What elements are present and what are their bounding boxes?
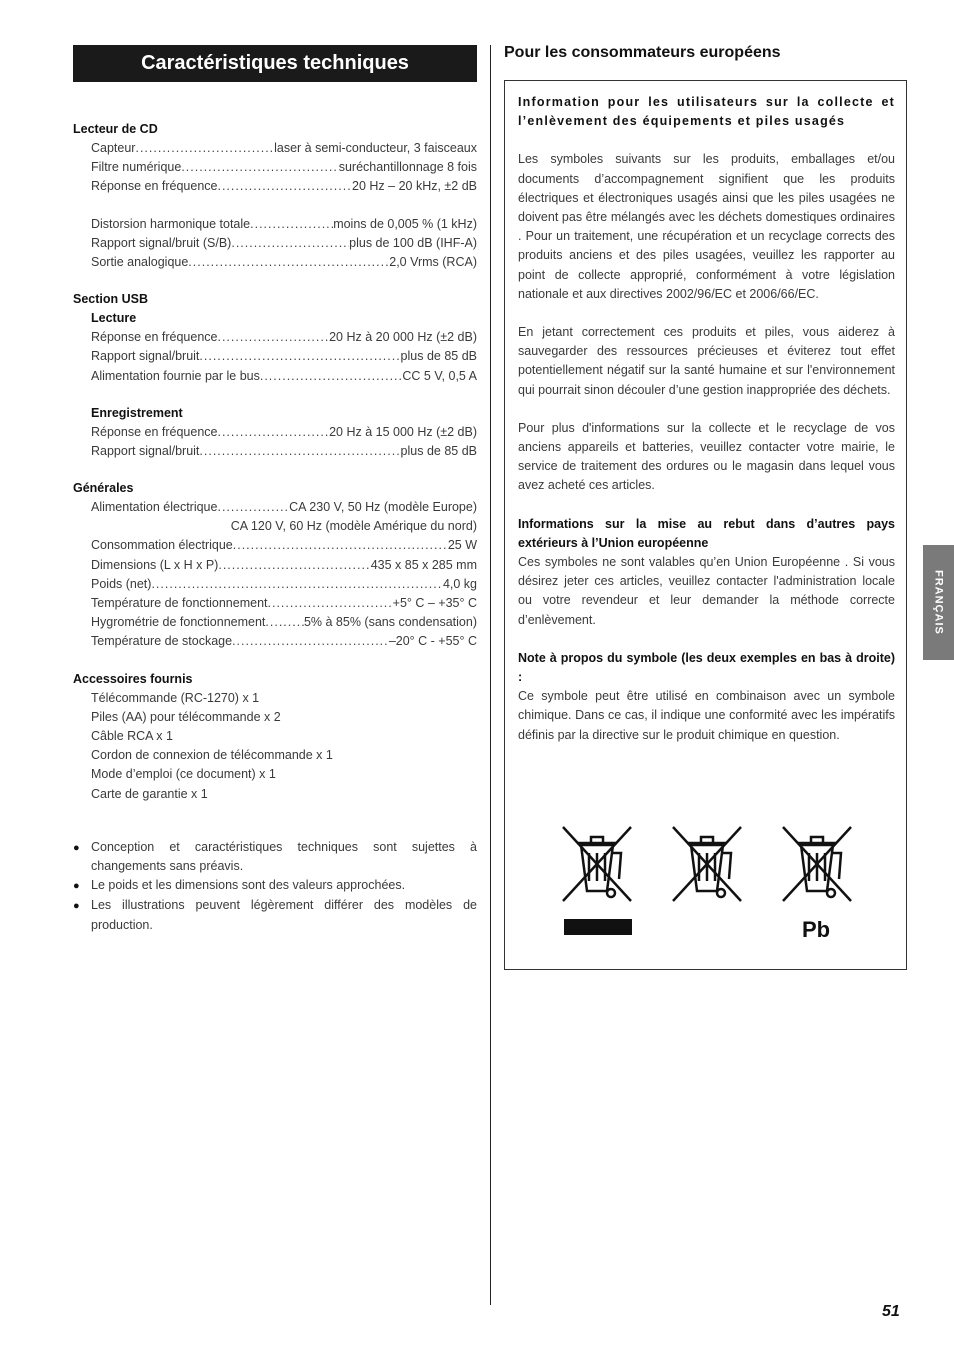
eu-symbol-note-title: Note à propos du symbole (les deux exemples en bas à droite) : [518, 650, 895, 685]
accessory-item: Cordon de connexion de télécommande x 1 [91, 748, 333, 763]
notes-list [73, 838, 477, 935]
accessory-item: Télécommande (RC-1270) x 1 [91, 690, 260, 705]
crossed-bin-icon [669, 823, 745, 907]
bullet-icon: ● [73, 841, 80, 854]
spec-row: Alimentation fournie par le bus ..... CC 5 V, 0,5 A [91, 367, 477, 386]
spec-row: Filtre numérique ..... suréchantillonnage 8 fois [91, 158, 477, 177]
spec-row: Réponse en fréquence ..... 20 Hz – 20 kHz, ±2 dB [91, 177, 477, 196]
spec-row: Réponse en fréquence ..... 20 Hz à 20 000 Hz (±2 dB) [91, 328, 477, 347]
eu-info-title: Information pour les utilisateurs sur la collecte et l’enlèvement des équipements et piles usagés [518, 95, 895, 129]
bullet-icon: ● [73, 900, 80, 913]
spec-row-continuation: CA 120 V, 60 Hz (modèle Amérique du nord) [230, 519, 477, 534]
section-heading-cd: Lecteur de CD [73, 122, 158, 136]
eu-heading: Pour les consommateurs européens [504, 44, 781, 61]
section-heading-usb: Section USB [73, 292, 149, 307]
accessory-item: Carte de garantie x 1 [91, 786, 208, 801]
eu-paragraph: Ces symboles ne sont valables qu’en Union Européenne . Si vous désirez jeter ces articles, veuillez contacter l'administration locale ou votre revendeur et leur demander la méthode correcte d’enlèvement. [518, 555, 895, 627]
eu-paragraph: Pour plus d'informations sur la collecte et le recyclage de vos anciens appareils et batteries, veuillez contacter votre mairie, le service de traitement des ordures ou le magasin dans lequel vous avez acheté ces articles. [518, 420, 895, 493]
note-item: ● Les illustrations peuvent légèrement différer des modèles de production. [73, 896, 477, 934]
spec-row: Alimentation électrique ..... CA 230 V, 50 Hz (modèle Europe) [91, 498, 477, 517]
note-item: ● Le poids et les dimensions sont des valeurs approchées. [73, 876, 477, 896]
spec-row: Température de fonctionnement ..... +5° C – +35° C [91, 594, 477, 613]
eu-paragraph: En jetant correctement ces produits et piles, vous aiderez à sauvegarder des ressources précieuses et éviterez tout effet potentiellement négatif sur la santé humaine et sur l'environnement qui pourrait sinon découler d’une gestion inappropriée des déchets. [518, 325, 895, 397]
spec-row: Sortie analogique ..... 2,0 Vrms (RCA) [91, 253, 477, 272]
spec-row: Réponse en fréquence ..... 20 Hz à 15 000 Hz (±2 dB) [91, 423, 477, 442]
specs-column [73, 120, 477, 935]
spec-row: Dimensions (L x H x P) ..... 435 x 85 x 285 mm [91, 556, 477, 575]
pb-chemical-symbol: Pb [802, 917, 831, 942]
note-item: ● Conception et caractéristiques techniques sont sujettes à changements sans préavis. [73, 838, 477, 876]
accessory-item: Piles (AA) pour télécommande x 2 [91, 709, 281, 724]
eu-info-box [504, 80, 907, 970]
eu-other-countries-title: Informations sur la mise au rebut dans d’autres pays extérieurs à l’Union européenne [518, 516, 895, 550]
spec-row: Capteur ..... laser à semi-conducteur, 3 faisceaux [91, 139, 477, 158]
spec-row: Distorsion harmonique totale ..... moins de 0,005 % (1 kHz) [91, 215, 477, 234]
spec-row: Consommation électrique ..... 25 W [91, 536, 477, 555]
column-divider [490, 45, 491, 1305]
section-heading-accessoires: Accessoires fournis [73, 671, 193, 686]
sub-heading-lecture: Lecture [91, 311, 137, 326]
spec-row: Rapport signal/bruit (S/B) ..... plus de 100 dB (IHF-A) [91, 234, 477, 253]
sub-heading-enregistrement: Enregistrement [91, 405, 183, 420]
accessory-item: Câble RCA x 1 [91, 728, 173, 743]
spec-row: Rapport signal/bruit ..... plus de 85 dB [91, 442, 477, 461]
page-title: Caractéristiques techniques [73, 45, 477, 82]
black-bar-symbol [564, 919, 632, 935]
section-heading-generales: Générales [73, 481, 134, 496]
crossed-bin-icon [779, 823, 855, 907]
language-tab: FRANÇAIS [923, 545, 954, 660]
crossed-bin-icon [559, 823, 635, 907]
eu-paragraph: Ce symbole peut être utilisé en combinaison avec un symbole chimique. Dans ce cas, il indique une conformité avec les impératifs définis par la directive sur le produit chimique en question. [518, 689, 895, 742]
spec-row: Poids (net) ..... 4,0 kg [91, 575, 477, 594]
eu-paragraph: Les symboles suivants sur les produits, emballages et/ou documents d’accompagnement signifient que les produits électriques et électroniques usagés ainsi que les piles usagées ne doivent pas être mélangés avec les déchets domestiques ordinaires . Pour un traitement, une récupération et un recyclage corrects des produits anciens et des piles usagées, veuillez les rapporter au point de collecte approprié, conformément à votre législation nationale et aux directives 2002/96/EC et 2006/66/EC. [518, 152, 895, 301]
spec-row: Rapport signal/bruit ..... plus de 85 dB [91, 347, 477, 366]
bullet-icon: ● [73, 880, 80, 893]
spec-row: Hygrométrie de fonctionnement ..... 5% à 85% (sans condensation) [91, 613, 477, 632]
page-number: 51 [882, 1303, 900, 1320]
accessory-item: Mode d’emploi (ce document) x 1 [91, 767, 276, 782]
spec-row: Température de stockage ..... –20° C - +55° C [91, 632, 477, 651]
